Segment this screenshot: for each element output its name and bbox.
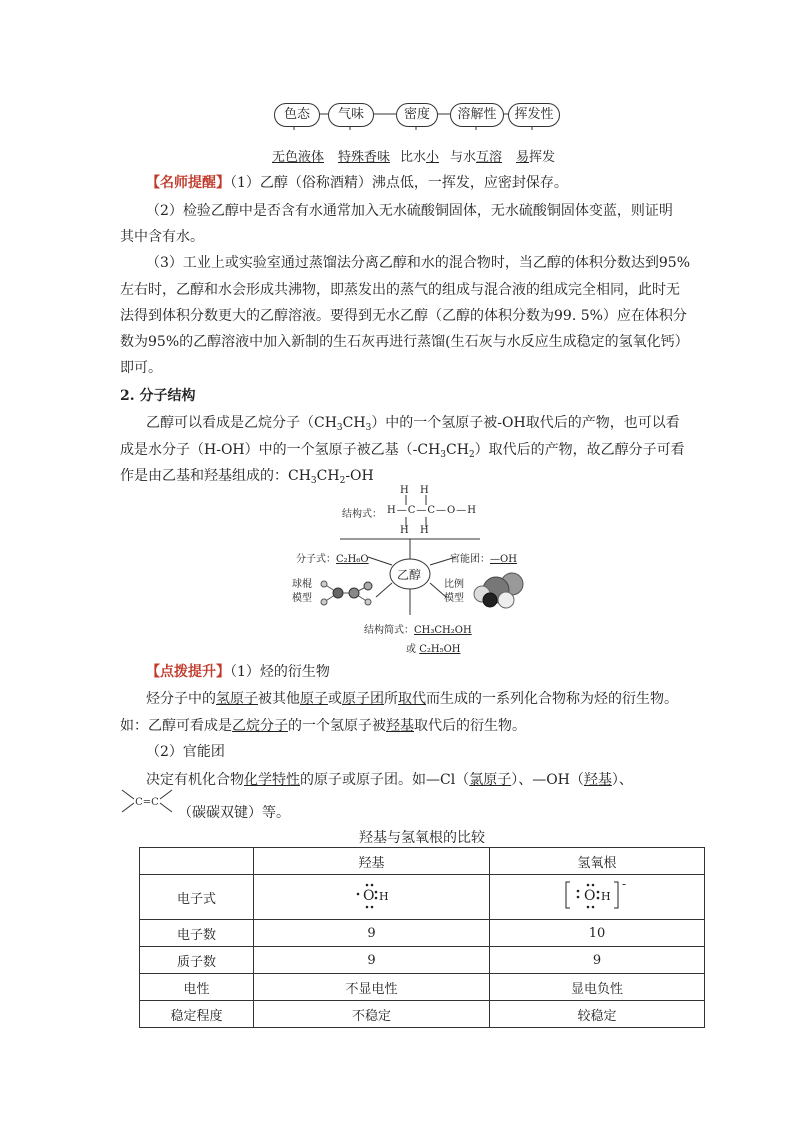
row-label: 稳定程度 [140,1001,254,1028]
property-bubble-volatility: 挥发性 [508,103,560,127]
tip2-line-2: 烃分子中的氢原子被其他原子或原子团所取代而生成的一系列化合物称为烃的衍生物。 [146,691,678,707]
svg-text:O: O [362,888,374,904]
row-label: 电子式 [140,875,254,920]
h-atom-top-2: H [420,485,429,496]
property-value-smell: 特殊香味 [338,150,391,165]
section2-heading: 2. 分子结构 [120,388,196,404]
comparison-table [139,847,705,1028]
table-row [140,974,705,1001]
hydroxyl-value: 不稳定 [254,1001,490,1028]
tip2-line-3: 如：乙醇可看成是乙烷分子的一个氢原子被羟基取代后的衍生物。 [120,718,526,734]
h-atom-bottom-2: H [420,525,429,536]
space-fill-model [472,570,528,610]
row-label: 质子数 [140,947,254,974]
property-value-color: 无色液体 [272,150,325,165]
row-label: 电子数 [140,920,254,947]
property-value-volatility: 易挥发 [516,150,556,165]
table-row [140,947,705,974]
hydroxide-value: 显电负性 [490,974,705,1001]
hydroxide-value: 10 [490,920,705,947]
functional-group: 官能团：—OH [450,554,517,565]
hydroxide-value: 较稳定 [490,1001,705,1028]
tip1-line-3: 其中含有水。 [120,229,204,245]
table-title: 羟基与氢氧根的比较 [359,830,485,846]
tip1-line-5: 左右时，乙醇和水会形成共沸物，即蒸发出的蒸气的组成与混合液的组成完全相同，此时无 [120,282,680,298]
tip2-line-5: 决定有机化合物化学特性的原子或原子团。如—Cl（氯原子）、—OH（羟基）、 [146,772,633,788]
table-row [140,920,705,947]
structural-formula: H—C—C—O—H [387,505,477,516]
hydroxide-value: 9 [490,947,705,974]
property-bubble-solubility: 溶解性 [450,103,504,127]
table-header-hydroxide: 氢氧根 [490,848,705,875]
ball-stick-label: 球棍模型 [292,579,312,604]
hydroxyl-electron-dot [347,880,397,910]
hydroxide-electron-dot [562,878,632,912]
space-fill-label: 比例模型 [444,579,464,604]
alt-formula: 或 C₂H₅OH [406,644,461,655]
tip1-line-8: 即可。 [120,360,162,376]
property-bubble-density: 密度 [396,103,438,127]
property-bubble-color: 色态 [274,103,320,127]
h-atom-bottom-1: H [400,525,409,536]
section2-line-1: 乙醇可以看成是乙烷分子$(CH_3CH_3)$中的一个氢原子被-OH取代后的产物，也可以看 [146,415,680,433]
cc-label: C=C [135,797,159,808]
tip1-line-2: （2）检验乙醇中是否含有水通常加入无水硫酸铜固体，无水硫酸铜固体变蓝，则证明 [146,203,673,219]
hydroxyl-value: 不显电性 [254,974,490,1001]
hydroxyl-value: 9 [254,920,490,947]
structural-formula-label: 结构式： [342,509,382,520]
hydroxide-electron-formula [490,875,705,920]
table-header-row [140,848,705,875]
property-value-density: 比水小 [400,150,440,165]
tip2-line-1: 【点拨提升】（1）烃的衍生物 [146,664,330,680]
section2-line-2: 成是水分子（H-OH）中的一个氢原子被乙基$(-CH_3CH_2)$取代后的产物，故乙醇分子可看 [120,442,685,460]
molecular-formula: 分子式：C₂H₆O [296,554,369,565]
hydroxyl-value: 9 [254,947,490,974]
tip1-line-1: 【名师提醒】（1）乙醇（俗称酒精）沸点低，一挥发，应密封保存。 [146,175,568,191]
ball-stick-model [318,578,376,608]
property-value-solubility: 与水互溶 [450,150,503,165]
svg-text:O: O [584,888,596,904]
tip2-line-4: （2）官能团 [146,744,225,760]
table-row [140,1001,705,1028]
tip1-line-7: 数为95%的乙醇溶液中加入新制的生石灰再进行蒸馏(生石灰与水反应生成稳定的氢氧化钙） [120,334,689,350]
svg-text:H: H [378,890,389,903]
section2-line-3: 作是由乙基和羟基组成的：$CH_3CH_2-OH$ [120,468,374,486]
ethanol-center-label: 乙醇 [397,568,422,582]
cc-double-bond-structure [118,786,174,816]
table-header-empty [140,848,254,875]
property-bubble-smell: 气味 [328,103,374,127]
tip2-line-6: （碳碳双键）等。 [178,805,290,821]
simplified-formula: 结构简式：CH₃CH₂OH [364,625,472,636]
svg-text:-: - [622,878,627,891]
svg-text:H: H [601,890,611,903]
tip1-line-4: （3）工业上或实验室通过蒸馏法分离乙醇和水的混合物时，当乙醇的体积分数达到95% [146,255,691,271]
table-header-hydroxyl: 羟基 [254,848,490,875]
row-label: 电性 [140,974,254,1001]
hydroxyl-electron-formula [254,875,490,920]
tip1-line-6: 法得到体积分数更大的乙醇溶液。要得到无水乙醇（乙醇的体积分数为99. 5%）应在体积分 [120,308,687,324]
h-atom-top-1: H [400,485,409,496]
table-row [140,875,705,920]
